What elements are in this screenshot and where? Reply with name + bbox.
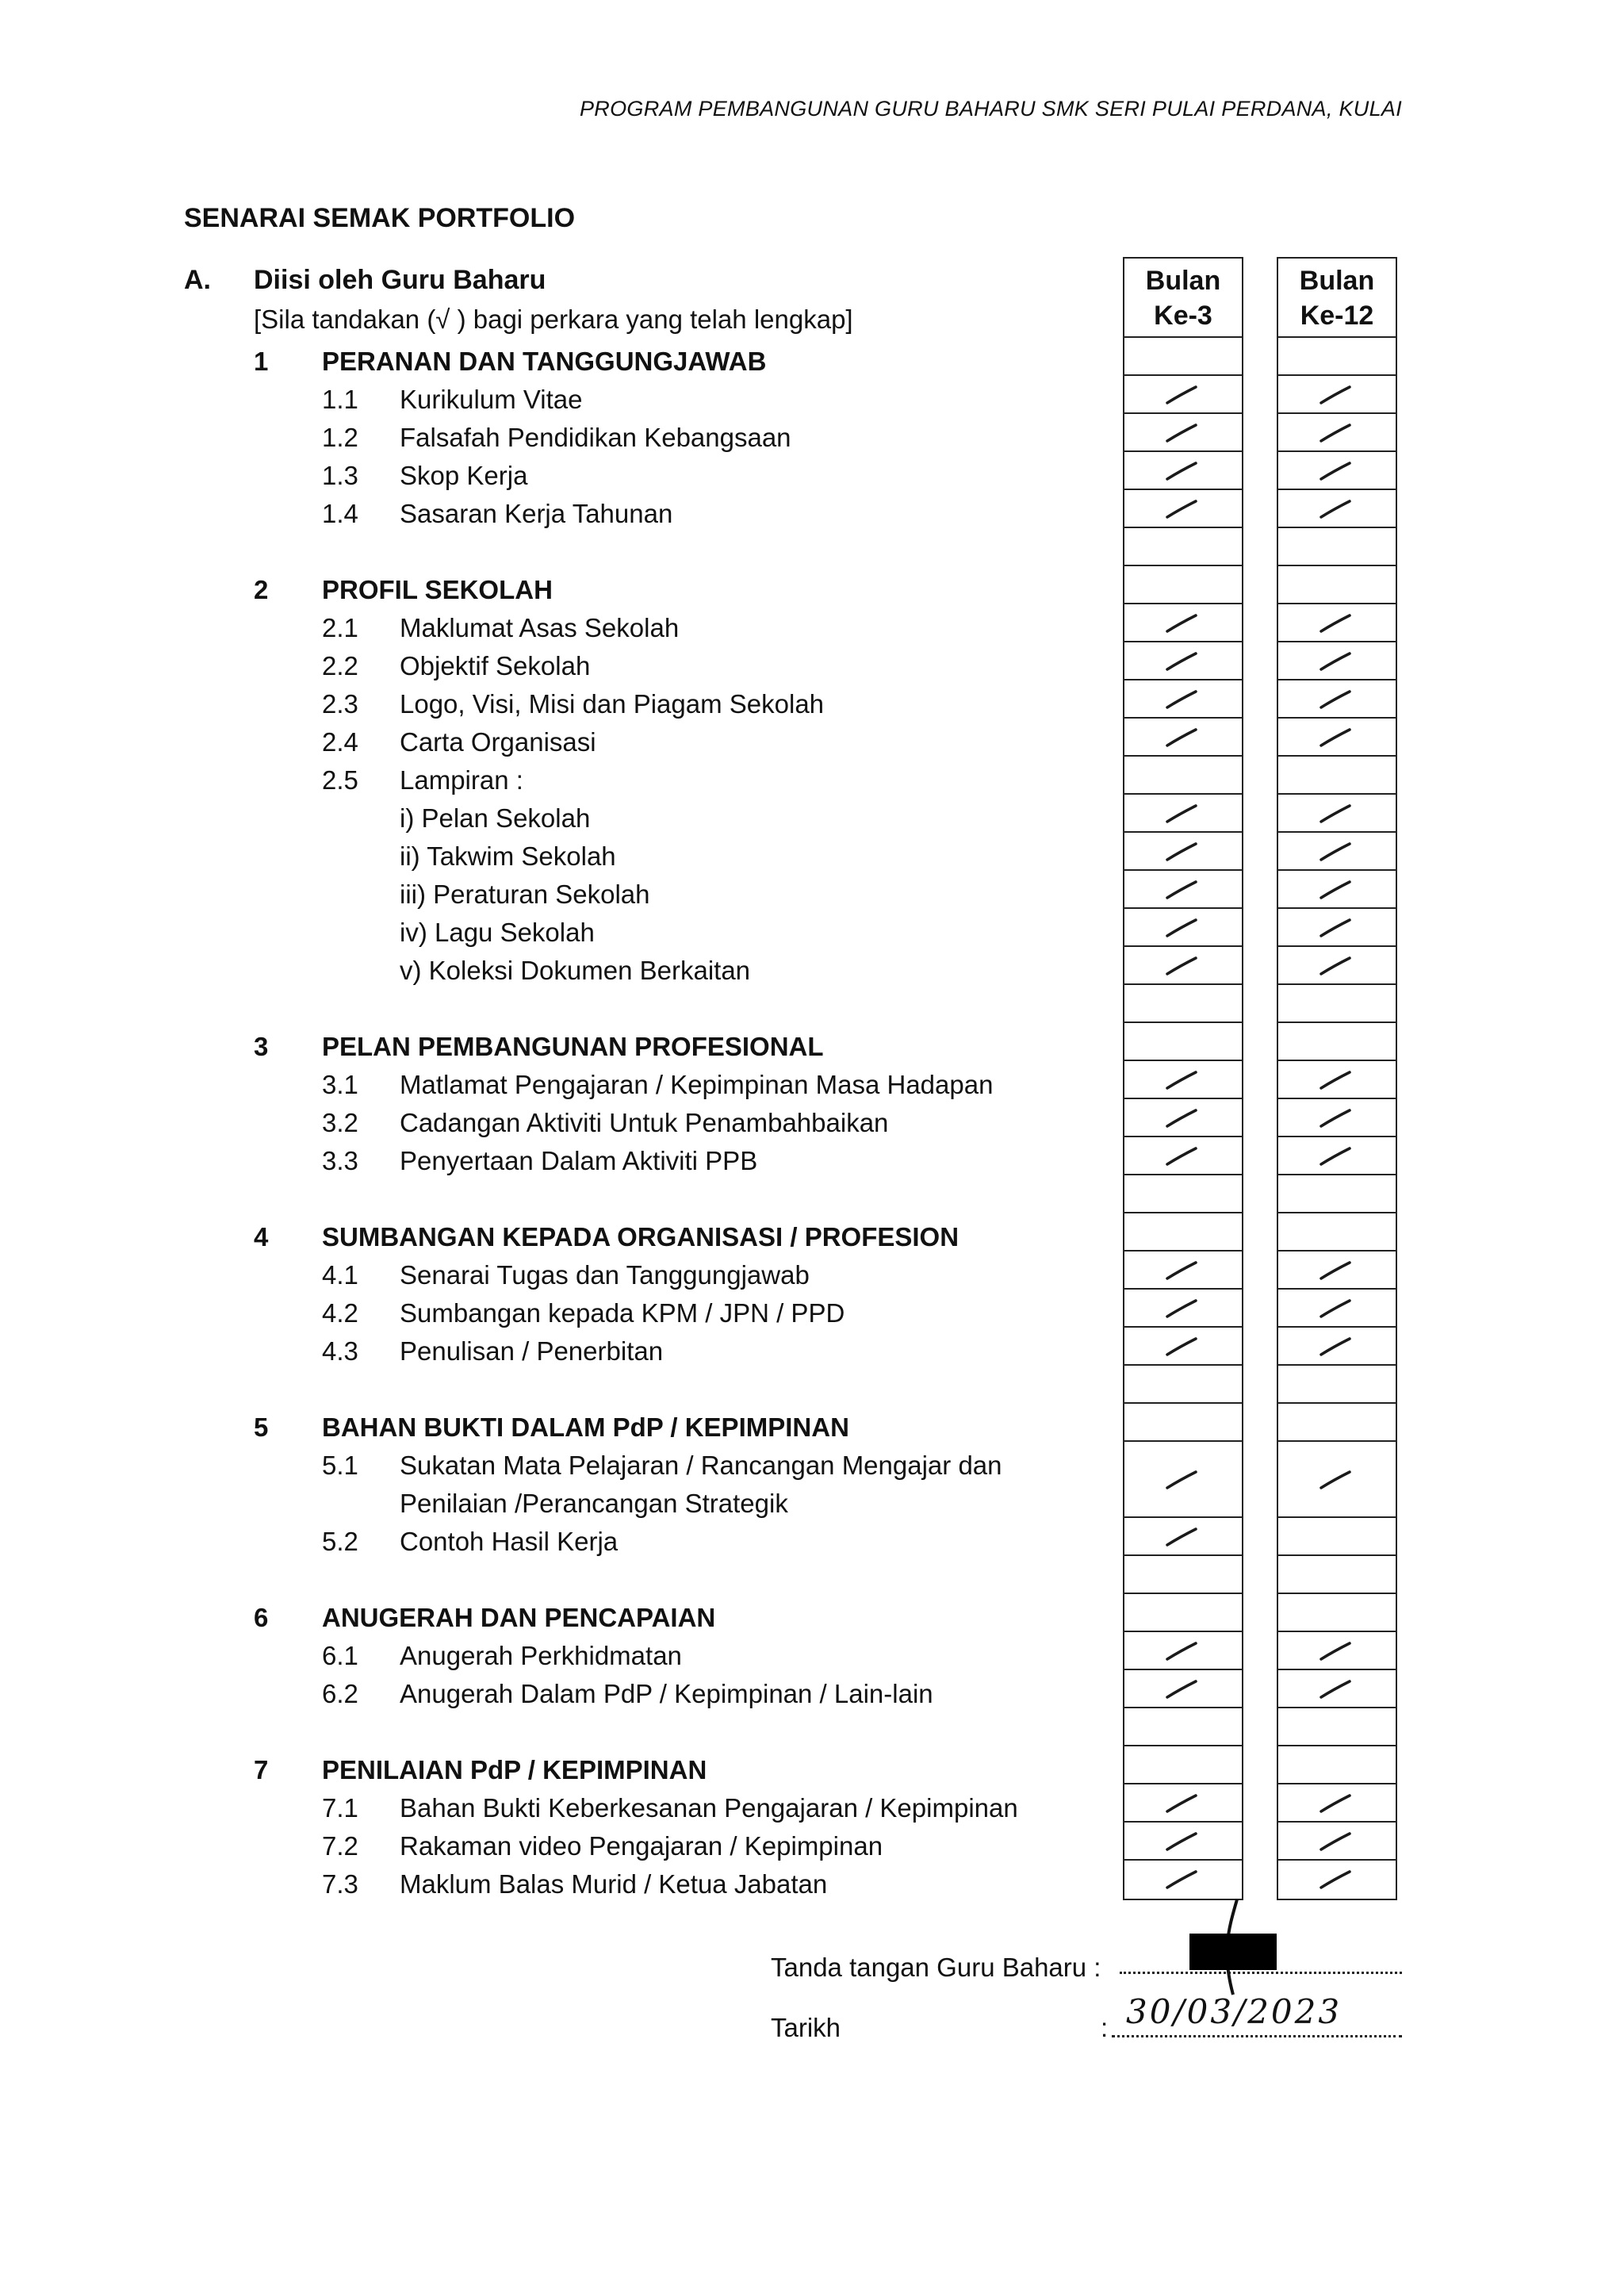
- tick-mark-icon: [1164, 1786, 1199, 1821]
- tick-mark-icon: [1164, 872, 1199, 907]
- tick-mark-icon: [1318, 1672, 1353, 1707]
- item-number: 1.4: [322, 499, 358, 528]
- tick-mark-icon: [1164, 644, 1199, 679]
- checkbox-cell: [1278, 452, 1396, 490]
- section-title: PROFIL SEKOLAH: [322, 575, 553, 604]
- tick-mark-icon: [1318, 1291, 1353, 1326]
- column-header-ke-12: [1278, 259, 1396, 338]
- checkbox-cell: [1124, 1823, 1242, 1861]
- tick-mark-icon: [1164, 1063, 1199, 1098]
- section-number: 7: [254, 1755, 269, 1784]
- checkbox-cell: [1124, 528, 1242, 566]
- section-number: 3: [254, 1032, 269, 1061]
- checkbox-cell: [1278, 1290, 1396, 1328]
- section-number: 5: [254, 1412, 269, 1442]
- tick-mark-icon: [1164, 1101, 1199, 1136]
- tick-mark-icon: [1318, 796, 1353, 831]
- checkbox-cell: [1278, 528, 1396, 566]
- column-header-line1: Bulan: [1145, 266, 1221, 296]
- item-number: 2.5: [322, 765, 358, 795]
- column-header-line1: Bulan: [1299, 266, 1375, 296]
- item-label: Falsafah Pendidikan Kebangsaan: [400, 423, 791, 452]
- checkbox-cell: [1278, 566, 1396, 604]
- checkbox-cell: [1124, 1670, 1242, 1708]
- section-number: 6: [254, 1603, 269, 1632]
- tick-mark-icon: [1164, 416, 1199, 450]
- item-label: Maklum Balas Murid / Ketua Jabatan: [400, 1869, 828, 1899]
- item-number: 1.3: [322, 461, 358, 490]
- sub-item-label: i) Pelan Sekolah: [400, 803, 591, 833]
- item-label: Contoh Hasil Kerja: [400, 1527, 619, 1556]
- item-label: Matlamat Pengajaran / Kepimpinan Masa Hadapan: [400, 1070, 994, 1099]
- checkbox-cell: [1124, 1137, 1242, 1175]
- checkbox-cell: [1124, 566, 1242, 604]
- checkbox-cell: [1124, 985, 1242, 1023]
- item-number: 2.4: [322, 727, 358, 757]
- item-number: 5.1: [322, 1451, 358, 1480]
- tick-mark-icon: [1318, 720, 1353, 755]
- date-label: Tarikh: [771, 2013, 841, 2042]
- tick-mark-icon: [1318, 606, 1353, 641]
- sub-item-label: iii) Peraturan Sekolah: [400, 880, 650, 909]
- tick-mark-icon: [1318, 1462, 1353, 1497]
- tick-mark-icon: [1164, 720, 1199, 755]
- checkbox-cell: [1124, 1328, 1242, 1366]
- checkbox-cell: [1278, 1442, 1396, 1518]
- item-label: Anugerah Dalam PdP / Kepimpinan / Lain-lain: [400, 1679, 933, 1708]
- item-number: 3.2: [322, 1108, 358, 1137]
- item-label: Maklumat Asas Sekolah: [400, 613, 680, 642]
- checkbox-cell: [1124, 1175, 1242, 1213]
- item-number: 2.2: [322, 651, 358, 680]
- tick-mark-icon: [1318, 1824, 1353, 1859]
- checkbox-cell: [1124, 604, 1242, 642]
- checkbox-cell: [1278, 1594, 1396, 1632]
- tick-mark-icon: [1318, 378, 1353, 412]
- checkbox-cell: [1278, 1137, 1396, 1175]
- checkbox-cell: [1278, 833, 1396, 871]
- checkbox-cell: [1278, 947, 1396, 985]
- checkbox-cell: [1278, 1099, 1396, 1137]
- item-number: 6.2: [322, 1679, 358, 1708]
- section-a-label: A.: [184, 265, 211, 295]
- checkbox-cell: [1124, 1366, 1242, 1404]
- checkbox-cell: [1124, 909, 1242, 947]
- tick-mark-icon: [1164, 1253, 1199, 1288]
- checkbox-cell: [1278, 1861, 1396, 1899]
- item-label: Anugerah Perkhidmatan: [400, 1641, 682, 1670]
- checkbox-cell: [1124, 1594, 1242, 1632]
- tick-mark-icon: [1318, 492, 1353, 527]
- column-cells: [1278, 338, 1396, 1899]
- checkbox-cell: [1278, 1328, 1396, 1366]
- checkbox-cell: [1124, 452, 1242, 490]
- checkbox-cell: [1278, 414, 1396, 452]
- tick-mark-icon: [1164, 949, 1199, 983]
- item-label: Sasaran Kerja Tahunan: [400, 499, 673, 528]
- tick-mark-icon: [1318, 1139, 1353, 1174]
- checkbox-cell: [1124, 1023, 1242, 1061]
- section-title: PERANAN DAN TANGGUNGJAWAB: [322, 347, 767, 376]
- item-number: 6.1: [322, 1641, 358, 1670]
- item-label: Lampiran :: [400, 765, 523, 795]
- section-number: 4: [254, 1222, 269, 1251]
- checkbox-cell: [1278, 795, 1396, 833]
- tick-mark-icon: [1318, 644, 1353, 679]
- tick-mark-icon: [1164, 1329, 1199, 1364]
- checkbox-cell: [1124, 1632, 1242, 1670]
- item-label: Senarai Tugas dan Tanggungjawab: [400, 1260, 810, 1290]
- checkbox-cell: [1124, 1251, 1242, 1290]
- item-number: 7.2: [322, 1831, 358, 1861]
- tick-mark-icon: [1164, 1462, 1199, 1497]
- checkbox-cell: [1278, 985, 1396, 1023]
- item-number: 3.1: [322, 1070, 358, 1099]
- checkbox-cell: [1124, 871, 1242, 909]
- checkbox-cell: [1124, 1404, 1242, 1442]
- tick-mark-icon: [1318, 416, 1353, 450]
- checkbox-cell: [1124, 947, 1242, 985]
- item-label: Skop Kerja: [400, 461, 528, 490]
- tick-mark-icon: [1318, 1634, 1353, 1669]
- item-number: 5.2: [322, 1527, 358, 1556]
- tick-mark-icon: [1164, 378, 1199, 412]
- checkbox-cell: [1278, 1023, 1396, 1061]
- item-number: 7.1: [322, 1793, 358, 1823]
- checkbox-cell: [1278, 490, 1396, 528]
- column-header-ke-3: [1124, 259, 1242, 338]
- section-title: BAHAN BUKTI DALAM PdP / KEPIMPINAN: [322, 1412, 849, 1442]
- tick-mark-icon: [1318, 1253, 1353, 1288]
- column-cells: [1124, 338, 1242, 1899]
- section-a-title: Diisi oleh Guru Baharu: [254, 265, 546, 295]
- sub-item-label: ii) Takwim Sekolah: [400, 841, 616, 871]
- checkbox-cell: [1278, 1518, 1396, 1556]
- checkbox-cell: [1124, 1746, 1242, 1784]
- tick-mark-icon: [1164, 1139, 1199, 1174]
- checkbox-cell: [1278, 680, 1396, 719]
- checkbox-cell: [1278, 338, 1396, 376]
- tick-mark-icon: [1318, 910, 1353, 945]
- tick-mark-icon: [1318, 454, 1353, 489]
- tick-mark-icon: [1164, 796, 1199, 831]
- column-bulan-ke-12: [1277, 257, 1397, 1900]
- item-label-line2: Penilaian /Perancangan Strategik: [400, 1489, 788, 1518]
- checkbox-cell: [1278, 1823, 1396, 1861]
- checkbox-cell: [1124, 1861, 1242, 1899]
- checkbox-cell: [1124, 338, 1242, 376]
- tick-mark-icon: [1164, 1291, 1199, 1326]
- checkbox-cell: [1278, 1556, 1396, 1594]
- tick-mark-icon: [1164, 1520, 1199, 1554]
- checkbox-cell: [1278, 376, 1396, 414]
- tick-mark-icon: [1318, 1101, 1353, 1136]
- tick-mark-icon: [1164, 1862, 1199, 1897]
- tick-mark-icon: [1318, 872, 1353, 907]
- item-label: Logo, Visi, Misi dan Piagam Sekolah: [400, 689, 825, 719]
- checkbox-cell: [1124, 1061, 1242, 1099]
- section-title: ANUGERAH DAN PENCAPAIAN: [322, 1603, 716, 1632]
- tick-mark-icon: [1164, 1824, 1199, 1859]
- item-number: 7.3: [322, 1869, 358, 1899]
- item-label: Bahan Bukti Keberkesanan Pengajaran / Kepimpinan: [400, 1793, 1018, 1823]
- page-title: SENARAI SEMAK PORTFOLIO: [184, 203, 576, 233]
- checkbox-cell: [1278, 1061, 1396, 1099]
- item-label: Penyertaan Dalam Aktiviti PPB: [400, 1146, 758, 1175]
- item-label: Cadangan Aktiviti Untuk Penambahbaikan: [400, 1108, 889, 1137]
- checkbox-cell: [1124, 376, 1242, 414]
- checkbox-cell: [1278, 757, 1396, 795]
- section-title: PELAN PEMBANGUNAN PROFESIONAL: [322, 1032, 824, 1061]
- section-title: PENILAIAN PdP / KEPIMPINAN: [322, 1755, 707, 1784]
- instruction-text: [Sila tandakan (√ ) bagi perkara yang telah lengkap]: [254, 305, 853, 334]
- checkbox-cell: [1124, 1518, 1242, 1556]
- item-number: 1.1: [322, 385, 358, 414]
- tick-mark-icon: [1318, 682, 1353, 717]
- checkbox-cell: [1124, 795, 1242, 833]
- column-header-line2: Ke-3: [1154, 301, 1212, 331]
- checkbox-cell: [1278, 719, 1396, 757]
- item-label: Sumbangan kepada KPM / JPN / PPD: [400, 1298, 845, 1328]
- checkbox-cell: [1124, 833, 1242, 871]
- checkbox-cell: [1124, 1290, 1242, 1328]
- checkbox-cell: [1124, 1784, 1242, 1823]
- tick-mark-icon: [1318, 834, 1353, 869]
- item-number: 2.3: [322, 689, 358, 719]
- item-number: 1.2: [322, 423, 358, 452]
- item-number: 4.1: [322, 1260, 358, 1290]
- checkbox-cell: [1124, 719, 1242, 757]
- document-header: PROGRAM PEMBANGUNAN GURU BAHARU SMK SERI PULAI PERDANA, KULAI: [580, 97, 1402, 121]
- item-number: 4.2: [322, 1298, 358, 1328]
- tick-mark-icon: [1318, 1329, 1353, 1364]
- redaction-block: [1189, 1934, 1277, 1970]
- item-number: 2.1: [322, 613, 358, 642]
- checkbox-cell: [1124, 1442, 1242, 1518]
- tick-mark-icon: [1318, 1063, 1353, 1098]
- checkbox-cell: [1278, 871, 1396, 909]
- item-label: Carta Organisasi: [400, 727, 596, 757]
- checkbox-cell: [1278, 1670, 1396, 1708]
- date-dotted-line: [1112, 2035, 1402, 2037]
- checkbox-cell: [1278, 1708, 1396, 1746]
- tick-mark-icon: [1164, 1634, 1199, 1669]
- checkbox-cell: [1124, 680, 1242, 719]
- signature-label: Tanda tangan Guru Baharu :: [771, 1953, 1101, 1982]
- checkbox-cell: [1278, 1175, 1396, 1213]
- sub-item-label: v) Koleksi Dokumen Berkaitan: [400, 956, 751, 985]
- tick-mark-icon: [1164, 454, 1199, 489]
- checkbox-cell: [1278, 604, 1396, 642]
- tick-mark-icon: [1164, 682, 1199, 717]
- section-number: 2: [254, 575, 269, 604]
- item-label: Penulisan / Penerbitan: [400, 1336, 664, 1366]
- item-label: Kurikulum Vitae: [400, 385, 583, 414]
- checkbox-cell: [1124, 1556, 1242, 1594]
- tick-mark-icon: [1318, 1862, 1353, 1897]
- column-bulan-ke-3: [1123, 257, 1243, 1900]
- checkbox-cell: [1278, 909, 1396, 947]
- item-number: 4.3: [322, 1336, 358, 1366]
- date-colon: :: [1101, 2013, 1109, 2042]
- date-value: 30/03/2023: [1126, 1992, 1342, 2031]
- tick-mark-icon: [1164, 606, 1199, 641]
- item-number: 3.3: [322, 1146, 358, 1175]
- tick-mark-icon: [1164, 910, 1199, 945]
- checkbox-cell: [1124, 414, 1242, 452]
- checkbox-cell: [1278, 1784, 1396, 1823]
- checkbox-cell: [1124, 1213, 1242, 1251]
- checkbox-cell: [1124, 757, 1242, 795]
- section-number: 1: [254, 347, 269, 376]
- tick-mark-icon: [1318, 949, 1353, 983]
- checkbox-cell: [1278, 1746, 1396, 1784]
- checkbox-cell: [1278, 1366, 1396, 1404]
- sub-item-label: iv) Lagu Sekolah: [400, 918, 595, 947]
- checkbox-cell: [1278, 1404, 1396, 1442]
- checkbox-cell: [1278, 642, 1396, 680]
- tick-mark-icon: [1164, 492, 1199, 527]
- checkbox-cell: [1124, 1708, 1242, 1746]
- tick-mark-icon: [1164, 834, 1199, 869]
- column-header-line2: Ke-12: [1300, 301, 1374, 331]
- checkbox-cell: [1278, 1251, 1396, 1290]
- checkbox-cell: [1124, 642, 1242, 680]
- checkbox-cell: [1124, 1099, 1242, 1137]
- section-title: SUMBANGAN KEPADA ORGANISASI / PROFESION: [322, 1222, 959, 1251]
- tick-mark-icon: [1318, 1786, 1353, 1821]
- checkbox-cell: [1278, 1632, 1396, 1670]
- checkbox-cell: [1278, 1213, 1396, 1251]
- tick-mark-icon: [1164, 1672, 1199, 1707]
- item-label: Rakaman video Pengajaran / Kepimpinan: [400, 1831, 883, 1861]
- item-label: Objektif Sekolah: [400, 651, 591, 680]
- item-label: Sukatan Mata Pelajaran / Rancangan Mengajar dan: [400, 1451, 1002, 1480]
- checkbox-cell: [1124, 490, 1242, 528]
